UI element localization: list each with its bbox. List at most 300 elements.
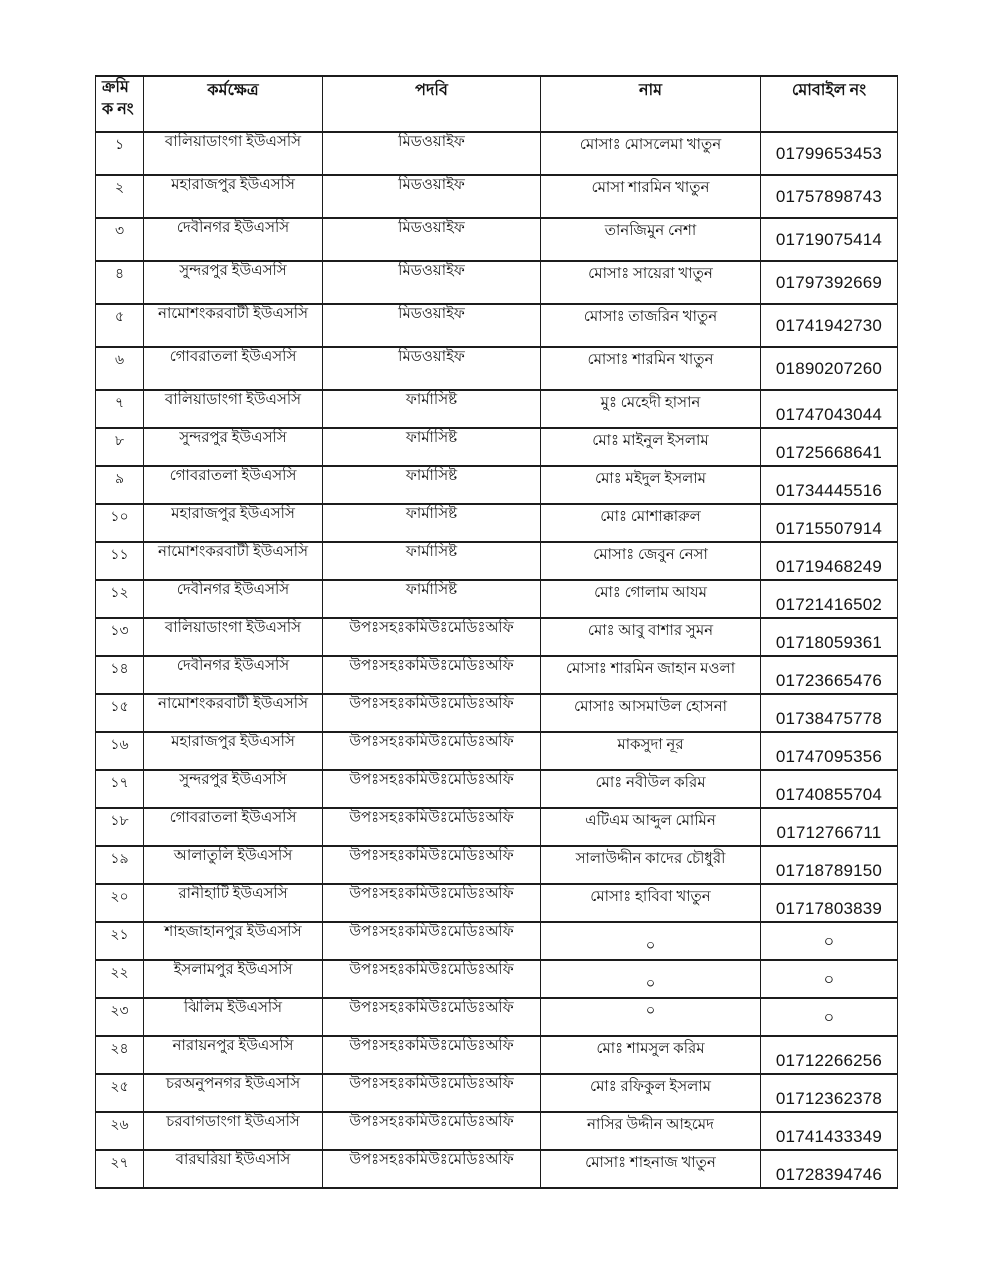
- designation-cell: [323, 770, 541, 808]
- table-row: [96, 347, 898, 390]
- table-row: [96, 580, 898, 618]
- designation-text: উপঃসহঃকমিউঃমেডিঃঅফি: [349, 1152, 514, 1168]
- mobile-number-text: 01741433349: [775, 1127, 883, 1146]
- mobile-cell: [761, 998, 898, 1036]
- workplace-text: শাহজাহানপুর ইউএসসি: [164, 924, 302, 940]
- table-body: [96, 132, 898, 1188]
- person-name-text: মোঃ মোশাক্কারুল: [600, 509, 701, 525]
- person-name-text: মোঃ গোলাম আযম: [594, 585, 707, 601]
- table-row: [96, 428, 898, 466]
- mobile-number-text: 01747043044: [775, 405, 883, 424]
- serial-cell: [96, 261, 144, 304]
- mobile-number-text: ০: [823, 932, 835, 951]
- workplace-text: ইসলামপুর ইউএসসি: [173, 962, 293, 978]
- table-row: [96, 998, 898, 1036]
- workplace-text: আলাতুলি ইউএসসি: [173, 848, 293, 864]
- table-row: [96, 960, 898, 998]
- designation-cell: [323, 960, 541, 998]
- workplace-text: সুন্দরপুর ইউএসসি: [179, 430, 287, 446]
- mobile-number-text: 01740855704: [775, 785, 883, 804]
- designation-cell: [323, 1112, 541, 1150]
- person-name-text: মোঃ মইদুল ইসলাম: [594, 471, 707, 487]
- table-row: [96, 1112, 898, 1150]
- person-name-text: মোঃ আবু বাশার সুমন: [587, 623, 714, 639]
- mobile-number-text: 01715507914: [775, 519, 883, 538]
- serial-number: ১৬: [110, 738, 129, 753]
- table-row: [96, 504, 898, 542]
- table-row: [96, 175, 898, 218]
- name-cell: [541, 960, 761, 998]
- person-name-text: মোসাঃ জেবুন নেসা: [593, 547, 708, 563]
- serial-cell: [96, 922, 144, 960]
- name-cell: [541, 580, 761, 618]
- designation-cell: [323, 390, 541, 428]
- person-name-text: মোসাঃ তাজরিন খাতুন: [583, 309, 718, 325]
- serial-number: ১৩: [110, 624, 129, 639]
- mobile-number-text: 01734445516: [775, 481, 883, 500]
- workplace-text: বালিয়াডাংগা ইউএসসি: [164, 392, 302, 408]
- mobile-cell: [761, 656, 898, 694]
- serial-number: ৬: [114, 353, 125, 368]
- workplace-text: রানীহাটি ইউএসসি: [178, 886, 288, 902]
- workplace-text: বালিয়াডাংগা ইউএসসি: [164, 620, 302, 636]
- designation-cell: [323, 1150, 541, 1188]
- designation-cell: [323, 542, 541, 580]
- mobile-number-text: 01719075414: [775, 229, 883, 249]
- name-cell: [541, 808, 761, 846]
- workplace-text: গোবরাতলা ইউএসসি: [169, 468, 297, 484]
- table-row: [96, 618, 898, 656]
- mobile-number-text: 01799653453: [775, 143, 883, 163]
- mobile-number-text: 01723665476: [775, 671, 883, 690]
- serial-number: ১: [114, 138, 125, 153]
- serial-number: ৫: [114, 310, 125, 325]
- workplace-cell: [144, 218, 323, 261]
- mobile-cell: [761, 175, 898, 218]
- designation-text: উপঃসহঃকমিউঃমেডিঃঅফি: [349, 658, 514, 674]
- mobile-number-text: 01719468249: [775, 557, 883, 576]
- designation-text: উপঃসহঃকমিউঃমেডিঃঅফি: [349, 620, 514, 636]
- workplace-text: দেবীনগর ইউএসসি: [176, 220, 290, 236]
- serial-cell: [96, 466, 144, 504]
- table-row: [96, 466, 898, 504]
- serial-cell: [96, 1036, 144, 1074]
- serial-number: ২৬: [110, 1118, 129, 1133]
- serial-number: ১০: [110, 510, 129, 525]
- designation-text: ফার্মাসিষ্ট: [405, 506, 458, 522]
- serial-cell: [96, 732, 144, 770]
- workplace-cell: [144, 304, 323, 347]
- mobile-cell: [761, 390, 898, 428]
- mobile-number-text: 01712266256: [775, 1051, 883, 1070]
- serial-number: ১৫: [110, 700, 129, 715]
- designation-cell: [323, 428, 541, 466]
- table-row: [96, 732, 898, 770]
- serial-number: ৭: [114, 396, 125, 411]
- workplace-text: মহারাজপুর ইউএসসি: [171, 177, 295, 193]
- workplace-cell: [144, 1150, 323, 1188]
- mobile-number-text: 01718789150: [775, 861, 883, 880]
- serial-cell: [96, 1112, 144, 1150]
- mobile-number-text: 01725668641: [775, 443, 883, 462]
- workplace-cell: [144, 390, 323, 428]
- serial-cell: [96, 770, 144, 808]
- mobile-cell: [761, 884, 898, 922]
- designation-text: উপঃসহঃকমিউঃমেডিঃঅফি: [349, 1000, 514, 1016]
- name-cell: [541, 656, 761, 694]
- designation-cell: [323, 466, 541, 504]
- designation-text: উপঃসহঃকমিউঃমেডিঃঅফি: [349, 962, 514, 978]
- name-cell: [541, 922, 761, 960]
- designation-text: ফার্মাসিষ্ট: [405, 544, 458, 560]
- serial-number: ৪: [114, 267, 125, 282]
- table-row: [96, 694, 898, 732]
- table-row: [96, 1074, 898, 1112]
- name-cell: [541, 998, 761, 1036]
- name-cell: [541, 390, 761, 428]
- mobile-cell: [761, 694, 898, 732]
- name-cell: [541, 347, 761, 390]
- mobile-number-text: 01890207260: [775, 358, 883, 378]
- workplace-text: গোবরাতলা ইউএসসি: [169, 349, 297, 365]
- serial-cell: [96, 998, 144, 1036]
- designation-cell: [323, 998, 541, 1036]
- workplace-cell: [144, 1036, 323, 1074]
- table-row: [96, 656, 898, 694]
- designation-cell: [323, 261, 541, 304]
- mobile-cell: [761, 1112, 898, 1150]
- workplace-cell: [144, 428, 323, 466]
- workplace-cell: [144, 504, 323, 542]
- name-cell: [541, 1112, 761, 1150]
- name-cell: [541, 304, 761, 347]
- mobile-number-text: 01738475778: [775, 709, 883, 728]
- mobile-number-text: 01712362378: [775, 1089, 883, 1108]
- table-row: [96, 922, 898, 960]
- designation-cell: [323, 132, 541, 175]
- serial-number: ২৭: [110, 1156, 129, 1171]
- workplace-text: বারঘরিয়া ইউএসসি: [175, 1152, 291, 1168]
- mobile-cell: [761, 1036, 898, 1074]
- serial-cell: [96, 542, 144, 580]
- header-serial-line1: ক্রমি: [102, 79, 129, 96]
- mobile-number-text: ০: [823, 1008, 835, 1027]
- person-name-text: মাকসুদা নূর: [617, 737, 684, 753]
- mobile-cell: [761, 922, 898, 960]
- header-workplace: কর্মক্ষেত্র: [144, 76, 323, 132]
- serial-cell: [96, 347, 144, 390]
- mobile-number-text: 01712766711: [776, 823, 882, 842]
- person-name-text: ০: [645, 976, 656, 992]
- workplace-cell: [144, 846, 323, 884]
- designation-text: ফার্মাসিষ্ট: [405, 392, 458, 408]
- workplace-text: মহারাজপুর ইউএসসি: [171, 734, 295, 750]
- designation-cell: [323, 1036, 541, 1074]
- person-name-text: মোসাঃ আসমাউল হোসনা: [574, 699, 727, 715]
- designation-cell: [323, 618, 541, 656]
- name-cell: [541, 175, 761, 218]
- person-name-text: নাসির উদ্দীন আহমেদ: [587, 1117, 714, 1133]
- workplace-text: গোবরাতলা ইউএসসি: [169, 810, 297, 826]
- serial-cell: [96, 694, 144, 732]
- designation-cell: [323, 580, 541, 618]
- mobile-cell: [761, 132, 898, 175]
- person-name-text: মোঃ নবীউল করিম: [595, 775, 706, 791]
- designation-cell: [323, 304, 541, 347]
- workplace-text: নামোশংকরবাটী ইউএসসি: [157, 696, 308, 712]
- person-name-text: মোসাঃ সায়েরা খাতুন: [588, 266, 713, 282]
- serial-cell: [96, 132, 144, 175]
- header-serial-line2: ক নং: [102, 101, 134, 118]
- person-name-text: মোঃ রফিকুল ইসলাম: [589, 1079, 711, 1095]
- workplace-text: চরঅনুপনগর ইউএসসি: [165, 1076, 301, 1092]
- workplace-cell: [144, 580, 323, 618]
- person-name-text: মোসাঃ শারমিন জাহান মওলা: [565, 661, 736, 677]
- serial-cell: [96, 656, 144, 694]
- table-row: [96, 1036, 898, 1074]
- table-row: [96, 132, 898, 175]
- table-row: [96, 304, 898, 347]
- designation-text: ফার্মাসিষ্ট: [405, 430, 458, 446]
- mobile-cell: [761, 580, 898, 618]
- mobile-number-text: 01741942730: [775, 315, 883, 335]
- name-cell: [541, 466, 761, 504]
- mobile-cell: [761, 808, 898, 846]
- serial-number: ১৭: [110, 776, 129, 791]
- table-row: [96, 770, 898, 808]
- workplace-cell: [144, 732, 323, 770]
- serial-cell: [96, 580, 144, 618]
- designation-text: উপঃসহঃকমিউঃমেডিঃঅফি: [349, 848, 514, 864]
- serial-number: ১৯: [110, 852, 129, 867]
- serial-cell: [96, 1150, 144, 1188]
- workplace-cell: [144, 542, 323, 580]
- person-name-text: ০: [645, 938, 656, 954]
- mobile-cell: [761, 261, 898, 304]
- workplace-cell: [144, 347, 323, 390]
- serial-number: ২: [114, 181, 125, 196]
- serial-cell: [96, 808, 144, 846]
- mobile-number-text: 01718059361: [775, 633, 883, 652]
- name-cell: [541, 1150, 761, 1188]
- table-row: [96, 261, 898, 304]
- serial-number: ১২: [110, 586, 129, 601]
- designation-cell: [323, 504, 541, 542]
- person-name-text: এটিএম আব্দুল মোমিন: [585, 813, 716, 829]
- mobile-cell: [761, 1074, 898, 1112]
- person-name-text: মোঃ মাইনুল ইসলাম: [592, 433, 709, 449]
- designation-text: উপঃসহঃকমিউঃমেডিঃঅফি: [349, 1038, 514, 1054]
- workplace-text: নামোশংকরবাটী ইউএসসি: [157, 544, 308, 560]
- designation-text: উপঃসহঃকমিউঃমেডিঃঅফি: [349, 696, 514, 712]
- designation-text: উপঃসহঃকমিউঃমেডিঃঅফি: [349, 734, 514, 750]
- name-cell: [541, 1074, 761, 1112]
- name-cell: [541, 542, 761, 580]
- designation-cell: [323, 175, 541, 218]
- person-name-text: মোসা শারমিন খাতুন: [591, 180, 710, 196]
- serial-number: ১৪: [110, 662, 129, 677]
- designation-cell: [323, 922, 541, 960]
- mobile-number-text: 01797392669: [775, 272, 883, 292]
- workplace-text: দেবীনগর ইউএসসি: [176, 658, 290, 674]
- name-cell: [541, 884, 761, 922]
- serial-number: ৯: [114, 472, 125, 487]
- workplace-cell: [144, 960, 323, 998]
- mobile-number-text: 01728394746: [775, 1165, 883, 1184]
- mobile-cell: [761, 732, 898, 770]
- table-row: [96, 390, 898, 428]
- serial-number: ২৩: [110, 1004, 129, 1019]
- workplace-text: মহারাজপুর ইউএসসি: [171, 506, 295, 522]
- workplace-text: নারায়নপুর ইউএসসি: [172, 1038, 294, 1054]
- header-serial: [96, 76, 144, 132]
- workplace-cell: [144, 1074, 323, 1112]
- serial-number: ২৪: [110, 1042, 129, 1057]
- serial-cell: [96, 390, 144, 428]
- designation-text: ফার্মাসিষ্ট: [405, 582, 458, 598]
- serial-number: ৮: [114, 434, 125, 449]
- serial-number: ১৮: [110, 814, 129, 829]
- serial-number: ২২: [110, 966, 129, 981]
- workplace-text: দেবীনগর ইউএসসি: [176, 582, 290, 598]
- designation-cell: [323, 884, 541, 922]
- mobile-cell: [761, 218, 898, 261]
- name-cell: [541, 770, 761, 808]
- name-cell: [541, 694, 761, 732]
- name-cell: [541, 618, 761, 656]
- workplace-text: সুন্দরপুর ইউএসসি: [179, 263, 287, 279]
- workplace-cell: [144, 694, 323, 732]
- name-cell: [541, 732, 761, 770]
- workplace-cell: [144, 770, 323, 808]
- designation-text: মিডওয়াইফ: [398, 177, 465, 193]
- name-cell: [541, 132, 761, 175]
- serial-number: ৩: [114, 224, 125, 239]
- serial-cell: [96, 218, 144, 261]
- person-name-text: মোসাঃ হাবিবা খাতুন: [590, 889, 711, 905]
- table-row: [96, 808, 898, 846]
- name-cell: [541, 846, 761, 884]
- workplace-cell: [144, 261, 323, 304]
- name-cell: [541, 504, 761, 542]
- mobile-number-text: 01721416502: [775, 595, 883, 614]
- staff-contact-table: [95, 75, 898, 1189]
- header-mobile: মোবাইল নং: [761, 76, 898, 132]
- designation-text: উপঃসহঃকমিউঃমেডিঃঅফি: [349, 1114, 514, 1130]
- name-cell: [541, 218, 761, 261]
- workplace-text: ঝিলিম ইউএসসি: [183, 1000, 283, 1016]
- table-row: [96, 884, 898, 922]
- mobile-number-text: 01757898743: [775, 186, 883, 206]
- name-cell: [541, 261, 761, 304]
- person-name-text: মোসাঃ মোসলেমা খাতুন: [579, 137, 722, 153]
- mobile-cell: [761, 960, 898, 998]
- designation-cell: [323, 656, 541, 694]
- serial-cell: [96, 960, 144, 998]
- designation-cell: [323, 732, 541, 770]
- name-cell: [541, 428, 761, 466]
- person-name-text: মোসাঃ শাহনাজ খাতুন: [585, 1155, 716, 1171]
- designation-cell: [323, 218, 541, 261]
- workplace-cell: [144, 1112, 323, 1150]
- serial-number: ২১: [110, 928, 129, 943]
- person-name-text: মোসাঃ শারমিন খাতুন: [587, 352, 714, 368]
- workplace-cell: [144, 466, 323, 504]
- serial-number: ২০: [110, 890, 129, 905]
- designation-cell: [323, 808, 541, 846]
- serial-cell: [96, 304, 144, 347]
- designation-cell: [323, 846, 541, 884]
- table-row: [96, 1150, 898, 1188]
- mobile-cell: [761, 770, 898, 808]
- mobile-cell: [761, 618, 898, 656]
- serial-cell: [96, 504, 144, 542]
- workplace-cell: [144, 922, 323, 960]
- mobile-cell: [761, 428, 898, 466]
- table-row: [96, 542, 898, 580]
- designation-cell: [323, 694, 541, 732]
- table-header-row: [96, 76, 898, 132]
- person-name-text: মোঃ শামসুল করিম: [596, 1041, 705, 1057]
- workplace-cell: [144, 884, 323, 922]
- mobile-cell: [761, 846, 898, 884]
- mobile-cell: [761, 542, 898, 580]
- workplace-text: চরবাগডাংগা ইউএসসি: [166, 1114, 300, 1130]
- serial-cell: [96, 175, 144, 218]
- header-designation: পদবি: [323, 76, 541, 132]
- serial-number: ২৫: [110, 1080, 129, 1095]
- mobile-cell: [761, 1150, 898, 1188]
- person-name-text: ০: [645, 1003, 656, 1019]
- person-name-text: সালাউদ্দীন কাদের চৌধুরী: [575, 851, 726, 867]
- workplace-cell: [144, 808, 323, 846]
- designation-text: মিডওয়াইফ: [398, 220, 465, 236]
- workplace-cell: [144, 175, 323, 218]
- designation-text: মিডওয়াইফ: [398, 134, 465, 150]
- designation-cell: [323, 1074, 541, 1112]
- designation-text: উপঃসহঃকমিউঃমেডিঃঅফি: [349, 1076, 514, 1092]
- table-row: [96, 218, 898, 261]
- mobile-number-text: ০: [823, 970, 835, 989]
- mobile-cell: [761, 304, 898, 347]
- serial-cell: [96, 846, 144, 884]
- person-name-text: মুঃ মেহেদী হাসান: [600, 395, 701, 411]
- table-row: [96, 846, 898, 884]
- workplace-cell: [144, 618, 323, 656]
- designation-cell: [323, 347, 541, 390]
- workplace-cell: [144, 998, 323, 1036]
- designation-text: উপঃসহঃকমিউঃমেডিঃঅফি: [349, 886, 514, 902]
- header-name: নাম: [541, 76, 761, 132]
- mobile-cell: [761, 504, 898, 542]
- workplace-text: নামোশংকরবাটী ইউএসসি: [157, 306, 308, 322]
- designation-text: মিডওয়াইফ: [398, 349, 465, 365]
- name-cell: [541, 1036, 761, 1074]
- mobile-cell: [761, 466, 898, 504]
- workplace-cell: [144, 656, 323, 694]
- serial-cell: [96, 428, 144, 466]
- mobile-cell: [761, 347, 898, 390]
- designation-text: মিডওয়াইফ: [398, 263, 465, 279]
- designation-text: উপঃসহঃকমিউঃমেডিঃঅফি: [349, 810, 514, 826]
- workplace-text: বালিয়াডাংগা ইউএসসি: [164, 134, 302, 150]
- designation-text: ফার্মাসিষ্ট: [405, 468, 458, 484]
- person-name-text: তানজিমুন নেশা: [604, 223, 697, 239]
- mobile-number-text: 01747095356: [775, 747, 883, 766]
- mobile-number-text: 01717803839: [775, 899, 883, 918]
- designation-text: উপঃসহঃকমিউঃমেডিঃঅফি: [349, 772, 514, 788]
- serial-number: ১১: [110, 548, 129, 563]
